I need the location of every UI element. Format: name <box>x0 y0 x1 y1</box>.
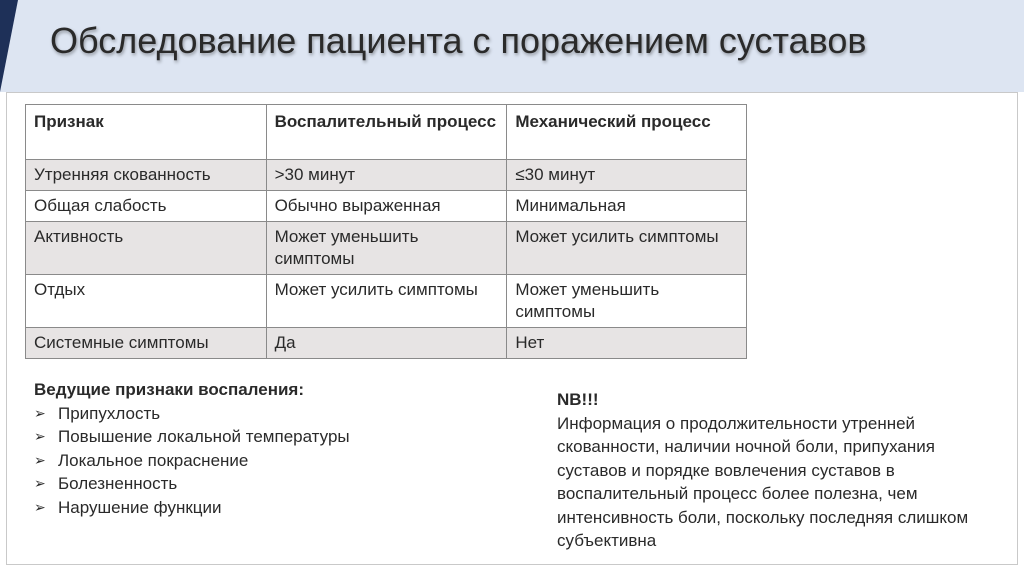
table-cell: Может усилить симптомы <box>266 275 507 328</box>
list-item-text: Локальное покраснение <box>58 450 249 470</box>
table-row <box>26 328 747 359</box>
table-cell: ≤30 минут <box>507 160 747 191</box>
list-item <box>34 496 350 520</box>
corner-accent <box>0 0 18 92</box>
table-cell: Минимальная <box>507 191 747 222</box>
column-header: Воспалительный процесс <box>266 105 507 160</box>
table-cell: Отдых <box>26 275 267 328</box>
nb-title: NB!!! <box>557 390 599 409</box>
table-cell: Да <box>266 328 507 359</box>
arrow-bullet-icon: ➢ <box>34 404 46 421</box>
table-header-row <box>26 105 747 160</box>
arrow-bullet-icon: ➢ <box>34 498 46 515</box>
slide-title: Обследование пациента с поражением суставов <box>50 20 867 61</box>
inflammation-heading: Ведущие признаки воспаления: <box>34 380 305 399</box>
list-item <box>34 449 350 473</box>
table-cell: Может уменьшить симптомы <box>266 222 507 275</box>
arrow-bullet-icon: ➢ <box>34 451 46 468</box>
arrow-bullet-icon: ➢ <box>34 428 46 444</box>
list-item <box>34 425 350 449</box>
comparison-table <box>25 104 747 359</box>
table-row <box>26 222 747 275</box>
frame-border-left <box>6 92 7 564</box>
frame-border-right <box>1017 92 1018 564</box>
arrow-bullet-icon: ➢ <box>34 475 46 491</box>
table-row <box>26 275 747 328</box>
list-item-text: Болезненность <box>58 474 178 493</box>
table-cell: Может уменьшить симптомы <box>507 275 747 328</box>
list-item-text: Нарушение функции <box>58 497 222 517</box>
frame-border-bottom <box>6 564 1018 565</box>
column-header: Механический процесс <box>507 105 747 160</box>
inflammation-signs <box>34 378 350 519</box>
list-item-text: Припухлость <box>58 403 161 423</box>
table-row <box>26 191 747 222</box>
table-cell: Системные симптомы <box>26 328 267 359</box>
nb-text: Информация о продолжительности утренней скованности, наличии ночной боли, припухания суставов и порядке вовлечения суставов в воспалительный процесс более полезна, чем интенсивность боли, поскольку последняя слишком субъективна <box>557 413 969 550</box>
frame-border-top <box>6 92 1018 93</box>
nb-note <box>557 388 997 553</box>
list-item <box>34 402 350 426</box>
table-cell: Утренняя скованность <box>26 160 267 191</box>
list-item-text: Повышение локальной температуры <box>58 427 350 446</box>
table-cell: Нет <box>507 328 747 359</box>
table-row <box>26 160 747 191</box>
table-cell: Активность <box>26 222 267 275</box>
table-cell: Может усилить симптомы <box>507 222 747 275</box>
column-header: Признак <box>26 105 267 160</box>
title-bar <box>0 0 1024 92</box>
list-item <box>34 472 350 496</box>
table-cell: >30 минут <box>266 160 507 191</box>
table-cell: Обычно выраженная <box>266 191 507 222</box>
table-cell: Общая слабость <box>26 191 267 222</box>
